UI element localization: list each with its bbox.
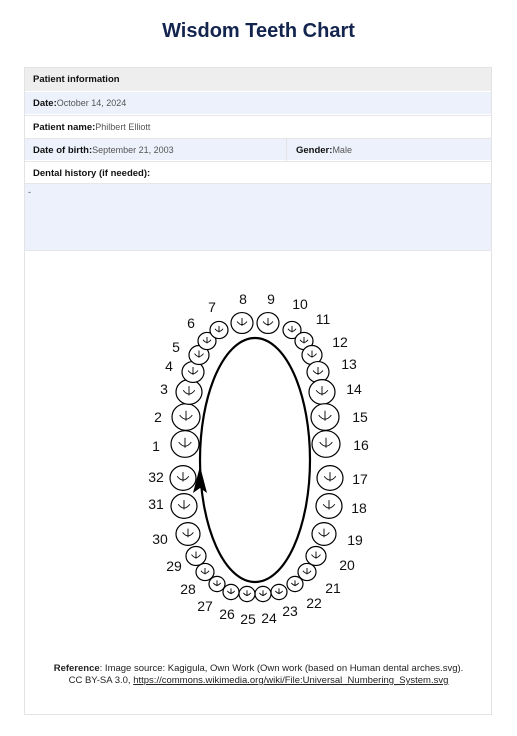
reference-license: CC BY-SA 3.0, (68, 675, 131, 686)
tooth-number-6: 6 (187, 315, 195, 331)
gender-value[interactable]: Male (332, 145, 352, 155)
tooth-number-17: 17 (352, 471, 368, 487)
tooth-number-1: 1 (152, 438, 160, 454)
tooth-number-group (148, 291, 369, 627)
dental-history-label: Dental history (if needed): (33, 168, 151, 179)
tooth-number-19: 19 (347, 532, 363, 548)
tooth-number-21: 21 (325, 580, 341, 596)
tooth-number-23: 23 (282, 603, 298, 619)
tooth-number-14: 14 (346, 381, 362, 397)
tooth-number-32: 32 (148, 469, 164, 485)
tooth-number-20: 20 (339, 557, 355, 573)
tooth-number-16: 16 (353, 437, 369, 453)
tooth-number-18: 18 (351, 500, 367, 516)
inner-arch-outline (200, 338, 310, 582)
tooth-number-4: 4 (165, 358, 173, 374)
patient-name-value[interactable]: Philbert Elliott (95, 122, 151, 132)
tooth-number-24: 24 (261, 610, 277, 626)
date-value[interactable]: October 14, 2024 (56, 98, 127, 108)
dental-history-value: - (28, 187, 31, 197)
tooth-number-2: 2 (154, 409, 162, 425)
tooth-number-25: 25 (240, 611, 256, 627)
patient-info-label: Patient information (33, 74, 120, 85)
gender-label: Gender: (296, 145, 333, 156)
tooth-number-26: 26 (219, 606, 235, 622)
tooth-number-12: 12 (332, 334, 348, 350)
tooth-number-15: 15 (352, 409, 368, 425)
tooth-number-8: 8 (239, 291, 247, 307)
dob-value[interactable]: September 21, 2003 (92, 145, 174, 155)
tooth-number-3: 3 (160, 381, 168, 397)
date-label: Date: (33, 98, 57, 109)
tooth-number-29: 29 (166, 558, 182, 574)
reference-text: : Image source: Kagigula, Own Work (Own work (based on Human dental arches.svg). (99, 663, 464, 674)
tooth-number-28: 28 (180, 581, 196, 597)
reference-link[interactable]: https://commons.wikimedia.org/wiki/File:Universal_Numbering_System.svg (133, 675, 449, 686)
tooth-number-31: 31 (148, 496, 164, 512)
reference-note (0, 663, 517, 687)
tooth-number-22: 22 (306, 595, 322, 611)
tooth-number-11: 11 (315, 311, 331, 327)
teeth-group (170, 313, 343, 602)
tooth-number-9: 9 (267, 291, 275, 307)
tooth-number-30: 30 (152, 531, 168, 547)
tooth-number-7: 7 (208, 299, 216, 315)
tooth-number-13: 13 (341, 356, 357, 372)
page-title: Wisdom Teeth Chart (162, 20, 355, 42)
tooth-number-10: 10 (292, 296, 308, 312)
patient-name-label: Patient name: (33, 122, 96, 133)
tooth-number-5: 5 (172, 339, 180, 355)
reference-label: Reference (53, 663, 100, 674)
tooth-number-27: 27 (197, 598, 213, 614)
dob-label: Date of birth: (33, 145, 93, 156)
